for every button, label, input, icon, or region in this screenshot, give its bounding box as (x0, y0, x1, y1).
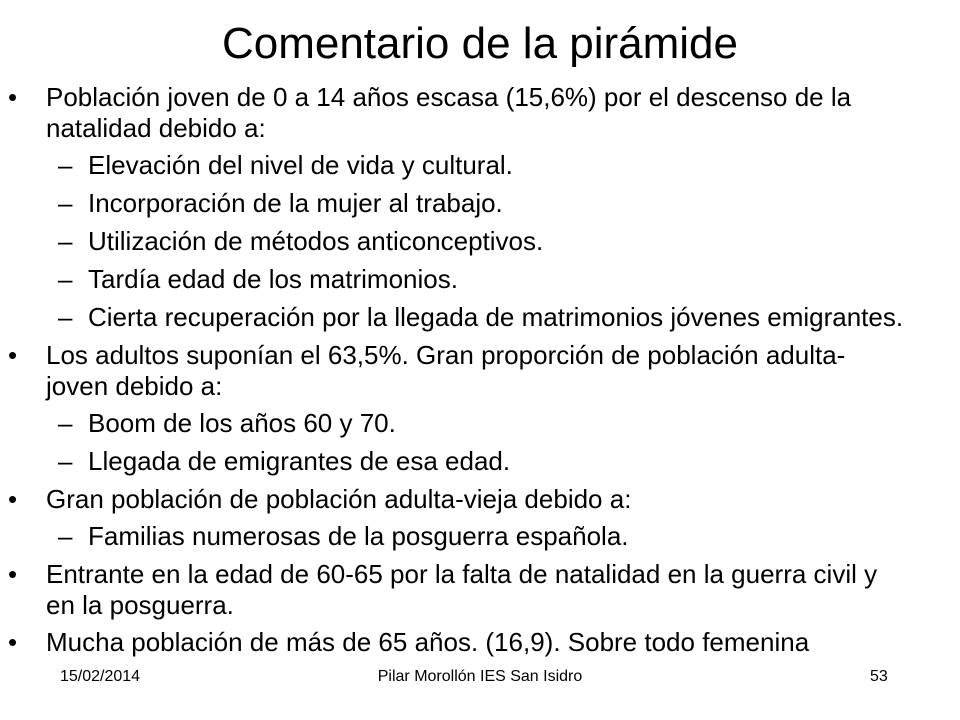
bullet-item (0, 559, 906, 621)
sub-text: Boom de los años 60 y 70. (88, 408, 396, 438)
sub-item (0, 302, 918, 332)
sub-marker: – (58, 264, 73, 294)
bullet-marker: • (8, 82, 18, 112)
sub-text: Incorporación de la mujer al trabajo. (88, 188, 503, 218)
bullet-marker: • (8, 340, 18, 370)
bullet-text: Mucha población de más de 65 años. (16,9). Sobre todo femenina (46, 627, 810, 657)
sub-marker: – (58, 226, 73, 256)
bullet-text: Población joven de 0 a 14 años escasa (15,6%) por el descenso de la natalidad debido a: (46, 82, 852, 143)
sub-marker: – (58, 408, 73, 438)
bullet-list (0, 82, 960, 664)
sub-text: Elevación del nivel de vida y cultural. (88, 150, 513, 180)
sub-marker: – (58, 521, 73, 551)
slide-title: Comentario de la pirámide (221, 19, 739, 68)
sub-item (0, 226, 918, 256)
bullet-item (0, 484, 906, 515)
bullet-item (0, 82, 906, 144)
sub-item (0, 264, 918, 294)
sub-item (0, 150, 918, 180)
bullet-text: Gran población de población adulta-vieja debido a: (46, 484, 632, 514)
footer-author: Pilar Morollón IES San Isidro (377, 668, 583, 685)
sub-text: Familias numerosas de la posguerra española. (88, 521, 629, 551)
sub-item (0, 446, 918, 476)
bullet-marker: • (8, 627, 18, 657)
sub-text: Tardía edad de los matrimonios. (88, 264, 458, 294)
page-number: 53 (870, 668, 888, 685)
bullet-item (0, 627, 906, 658)
bullet-text: Los adultos suponían el 63,5%. Gran proporción de población adulta-joven debido a: (46, 340, 846, 401)
bullet-marker: • (8, 559, 18, 589)
bullet-item (0, 340, 906, 402)
sub-text: Cierta recuperación por la llegada de matrimonios jóvenes emigrantes. (88, 302, 904, 332)
sub-marker: – (58, 150, 73, 180)
sub-item (0, 188, 918, 218)
sub-marker: – (58, 188, 73, 218)
sub-marker: – (58, 302, 73, 332)
footer-date: 15/02/2014 (60, 668, 141, 685)
sub-item (0, 521, 918, 551)
sub-text: Utilización de métodos anticonceptivos. (88, 226, 544, 256)
sub-item (0, 408, 918, 438)
sub-marker: – (58, 446, 73, 476)
bullet-text: Entrante en la edad de 60-65 por la falta de natalidad en la guerra civil y en la posguerra. (46, 559, 878, 620)
bullet-marker: • (8, 484, 18, 514)
sub-text: Llegada de emigrantes de esa edad. (88, 446, 511, 476)
